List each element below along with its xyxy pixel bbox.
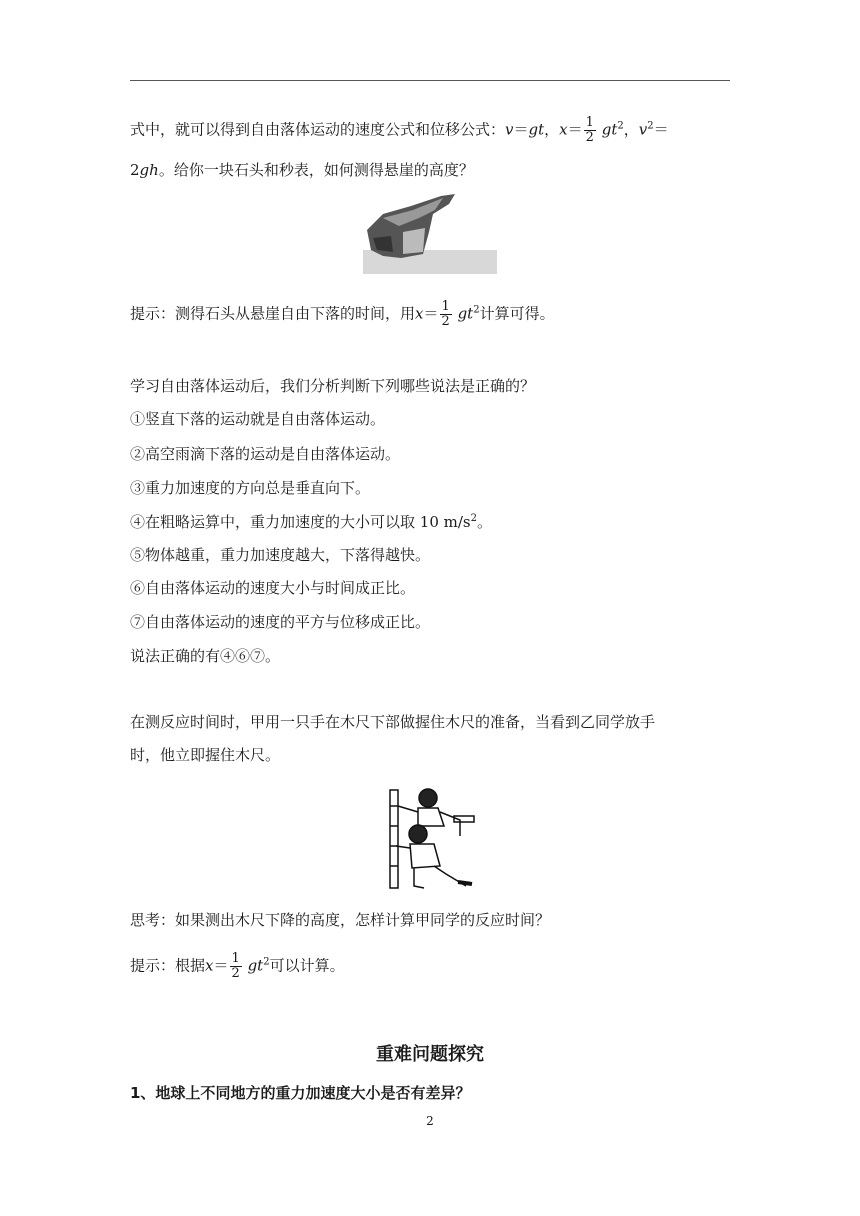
var-gt: gt — [528, 120, 545, 139]
reaction-ruler-illustration — [384, 786, 478, 894]
var-gt: gt — [601, 120, 618, 139]
exponent: 2 — [263, 956, 270, 968]
header-rule — [130, 80, 730, 81]
paragraph-line: 时，他立即握住木尺。 — [130, 746, 281, 764]
var-x: x — [205, 956, 214, 975]
formula-line-2 — [130, 160, 474, 180]
number: 2 — [130, 161, 140, 179]
list-item: ①竖直下落的运动就是自由落体运动。 — [130, 410, 386, 428]
text: 提示：根据 — [130, 956, 206, 975]
section-heading: 重难问题探究 — [376, 1044, 484, 1065]
text: 。给你一块石头和秒表，如何测得悬崖的高度？ — [158, 161, 474, 179]
list-item: ④在粗略运算中，重力加速度的大小可以取 10 $m/s^2$。 — [130, 513, 492, 531]
eq: ＝ — [653, 120, 669, 139]
hint-line-1 — [130, 300, 555, 329]
think-question: 思考：如果测出木尺下降的高度，怎样计算甲同学的反应时间？ — [130, 911, 551, 929]
var-gt: gt — [247, 956, 264, 975]
text: 式中，就可以得到自由落体运动的速度公式和位移公式： — [130, 120, 506, 139]
page-number: 2 — [426, 1114, 434, 1128]
rock-illustration — [363, 192, 497, 274]
fraction-half: $\frac{1}{2}$ — [441, 299, 450, 329]
sep: ， — [623, 120, 639, 139]
fraction-half: $\frac{1}{2}$ — [231, 951, 240, 981]
answer: 说法正确的有④⑥⑦。 — [130, 647, 281, 665]
formula-line-1 — [130, 116, 669, 145]
fraction-half: $\frac{1}{2}$ — [585, 115, 594, 145]
hint-line-2 — [130, 952, 345, 981]
list-item: ⑥自由落体运动的速度大小与时间成正比。 — [130, 579, 416, 597]
list-item: ⑦自由落体运动的速度的平方与位移成正比。 — [130, 613, 431, 631]
exponent: 2 — [473, 304, 480, 316]
question-heading: 1、地球上不同地方的重力加速度大小是否有差异？ — [130, 1084, 471, 1102]
var-gt: gt — [457, 304, 474, 323]
text: 提示：测得石头从悬崖自由下落的时间，用 — [130, 304, 416, 323]
var-gh: gh — [139, 161, 159, 179]
list-item: ③重力加速度的方向总是垂直向下。 — [130, 479, 371, 497]
text: 计算可得。 — [479, 304, 555, 323]
paragraph-line: 在测反应时间时，甲用一只手在木尺下部做握住木尺的准备，当看到乙同学放手 — [130, 713, 656, 731]
eq: ＝ — [513, 120, 529, 139]
var-v: v — [505, 120, 514, 139]
var-x: x — [415, 304, 424, 323]
exponent: 2 — [617, 120, 624, 132]
exponent: 2 — [470, 513, 477, 524]
exponent: 2 — [647, 120, 654, 132]
eq: ＝ — [567, 120, 583, 139]
list-intro: 学习自由落体运动后，我们分析判断下列哪些说法是正确的？ — [130, 377, 536, 395]
text: 可以计算。 — [269, 956, 345, 975]
var-x: x — [559, 120, 568, 139]
eq: ＝ — [423, 304, 439, 323]
eq: ＝ — [213, 956, 229, 975]
sep: ， — [544, 120, 560, 139]
list-item: ⑤物体越重，重力加速度越大，下落得越快。 — [130, 546, 431, 564]
var-v: v — [638, 120, 648, 139]
list-item: ②高空雨滴下落的运动是自由落体运动。 — [130, 445, 401, 463]
